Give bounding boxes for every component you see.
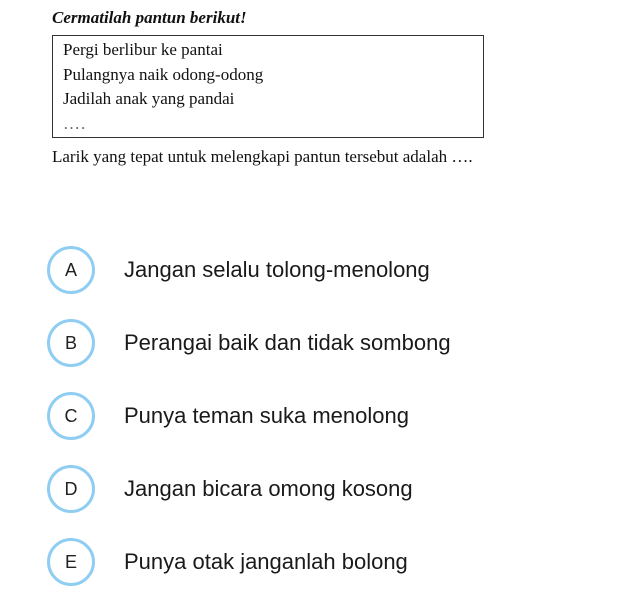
pantun-line-3: Jadilah anak yang pandai <box>63 89 235 108</box>
option-e-text[interactable]: Punya otak janganlah bolong <box>124 549 408 574</box>
option-d-letter[interactable]: D <box>47 465 95 513</box>
pantun-box <box>52 35 484 138</box>
option-a[interactable] <box>47 246 607 294</box>
answer-options <box>47 246 607 611</box>
option-e-letter[interactable]: E <box>47 538 95 586</box>
option-c[interactable] <box>47 392 607 440</box>
option-b-text[interactable]: Perangai baik dan tidak sombong <box>124 330 451 355</box>
pantun-line-2: Pulangnya naik odong-odong <box>63 64 264 84</box>
option-c-text[interactable]: Punya teman suka menolong <box>124 403 409 428</box>
instruction-heading: Cermatilah pantun berikut! <box>52 8 247 27</box>
option-b[interactable] <box>47 319 607 367</box>
option-d-text[interactable]: Jangan bicara omong kosong <box>124 476 413 501</box>
option-d[interactable] <box>47 465 607 513</box>
pantun-line-1: Pergi berlibur ke pantai <box>63 40 223 59</box>
option-e[interactable] <box>47 538 607 586</box>
question-text: Larik yang tepat untuk melengkapi pantun tersebut adalah …. <box>52 147 473 166</box>
pantun-line-blank: …. <box>63 113 87 133</box>
option-c-letter[interactable]: C <box>47 392 95 440</box>
option-a-letter[interactable]: A <box>47 246 95 294</box>
option-b-letter[interactable]: B <box>47 319 95 367</box>
option-a-text[interactable]: Jangan selalu tolong-menolong <box>124 257 430 282</box>
